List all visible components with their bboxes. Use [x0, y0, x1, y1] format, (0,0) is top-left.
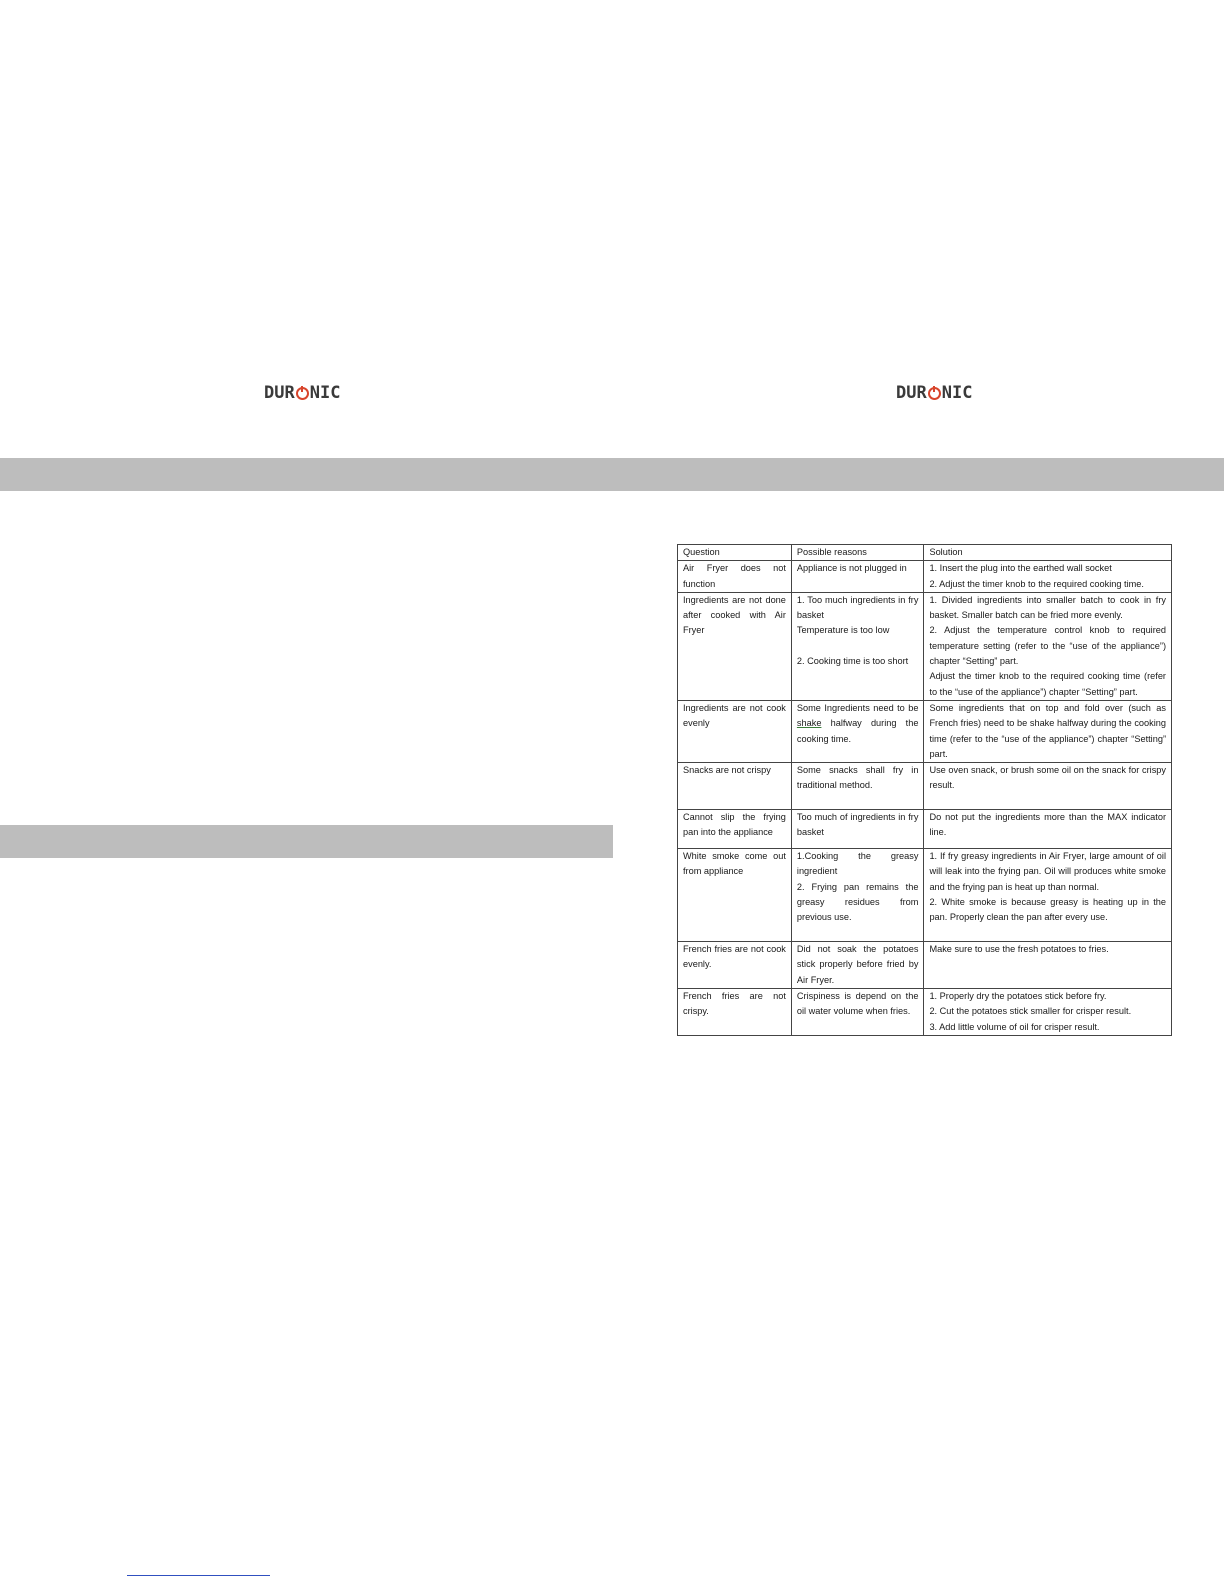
- solution-line: Adjust the timer knob to the required cooking time (refer to the “use of the appliance”) chapter “Setting” part.: [929, 671, 1166, 697]
- section-header-band-left: [0, 825, 613, 858]
- brand-logo-right: [896, 383, 972, 403]
- solution-line: 2. Adjust the temperature control knob to required temperature setting (refer to the “use of the appliance”) chapter “Setting” part.: [929, 625, 1166, 667]
- reasons-cell: [791, 700, 924, 762]
- reason-line: Did not soak the potatoes stick properly before fried by Air Fryer.: [796, 944, 919, 985]
- question-cell: Ingredients are not done after cooked with Air Fryer: [678, 592, 792, 700]
- solution-line: 1. If fry greasy ingredients in Air Fryer, large amount of oil will leak into the frying pan. Oil will produces white smoke and the frying pan is heat up than normal.: [929, 851, 1166, 892]
- solution-cell: [924, 700, 1172, 762]
- brand-logo-text-start: DUR: [896, 383, 927, 403]
- solution-cell: [924, 763, 1172, 810]
- reasons-cell: [791, 763, 924, 810]
- solution-line: Make sure to use the fresh potatoes to fries.: [929, 944, 1109, 955]
- power-icon: [928, 387, 941, 400]
- solution-line: 2. Cut the potatoes stick smaller for crisper result.: [929, 1006, 1132, 1017]
- reason-line: Some snacks shall fry in traditional method.: [796, 765, 919, 791]
- solution-line: 2. Adjust the timer knob to the required cooking time.: [929, 578, 1144, 589]
- footer-link-underline: [127, 1575, 270, 1576]
- brand-logo-text-end: NIC: [309, 383, 341, 403]
- solution-cell: [924, 592, 1172, 700]
- reasons-cell: [791, 561, 924, 593]
- brand-logo-text-start: DUR: [264, 383, 295, 403]
- reason-line: Too much of ingredients in fry basket: [796, 812, 919, 838]
- table-row: [678, 810, 1172, 849]
- brand-logo-text-end: NIC: [941, 383, 973, 403]
- solution-line: Do not put the ingredients more than the MAX indicator line.: [929, 812, 1166, 838]
- reasons-cell: [791, 849, 924, 942]
- solution-line: 2. White smoke is because greasy is heating up in the pan. Properly clean the pan after every use.: [929, 897, 1166, 923]
- question-cell: Air Fryer does not function: [678, 561, 792, 593]
- table-row: [678, 561, 1172, 593]
- solution-line: 1. Insert the plug into the earthed wall socket: [929, 563, 1112, 574]
- reason-line: 1. Too much ingredients in fry basket: [796, 594, 919, 621]
- table-row: [678, 989, 1172, 1036]
- reasons-cell: [791, 592, 924, 700]
- solution-cell: [924, 942, 1172, 989]
- header-question: Question: [678, 545, 792, 561]
- solution-line: 1. Properly dry the potatoes stick before fry.: [929, 991, 1107, 1002]
- table-row: [678, 849, 1172, 942]
- solution-cell: [924, 989, 1172, 1036]
- table-row: [678, 763, 1172, 810]
- reason-line: Crispiness is depend on the oil water volume when fries.: [796, 991, 919, 1017]
- question-cell: Ingredients are not cook evenly: [678, 700, 792, 762]
- solution-line: 1. Divided ingredients into smaller batch to cook in fry basket. Smaller batch can be fried more evenly.: [929, 594, 1166, 621]
- reason-underlined-word: shake: [796, 718, 822, 729]
- reason-line: 2. Frying pan remains the greasy residues from previous use.: [796, 881, 919, 923]
- table-row: [678, 592, 1172, 700]
- brand-logo-left: [264, 383, 340, 403]
- reason-line: Appliance is not plugged in: [796, 563, 907, 574]
- solution-line: Some ingredients that on top and fold over (such as French fries) need to be shake halfway during the cooking time (refer to the “use of the appliance”) chapter “Setting” part.: [929, 702, 1166, 759]
- table-header-row: [678, 545, 1172, 561]
- question-cell: French fries are not cook evenly.: [678, 942, 792, 989]
- solution-cell: [924, 810, 1172, 849]
- reason-text: halfway during the cooking time.: [796, 718, 919, 744]
- question-cell: Snacks are not crispy: [678, 763, 792, 810]
- reason-text: Some Ingredients need to be: [796, 702, 919, 713]
- solution-cell: [924, 849, 1172, 942]
- question-cell: Cannot slip the frying pan into the appliance: [678, 810, 792, 849]
- table-row: [678, 700, 1172, 762]
- solution-line: Use oven snack, or brush some oil on the snack for crispy result.: [929, 765, 1166, 791]
- table-row: [678, 942, 1172, 989]
- reasons-cell: [791, 942, 924, 989]
- section-header-band: [0, 458, 1224, 491]
- solution-cell: [924, 561, 1172, 593]
- reason-line: Temperature is too low: [796, 625, 890, 636]
- solution-line: 3. Add little volume of oil for crisper result.: [929, 1021, 1100, 1032]
- reasons-cell: [791, 989, 924, 1036]
- reason-line: [797, 639, 919, 654]
- header-possible-reasons: Possible reasons: [791, 545, 924, 561]
- troubleshooting-table: [677, 544, 1172, 1036]
- question-cell: White smoke come out from appliance: [678, 849, 792, 942]
- power-icon: [296, 387, 309, 400]
- reason-line: 2. Cooking time is too short: [796, 656, 909, 667]
- question-cell: French fries are not crispy.: [678, 989, 792, 1036]
- header-solution: Solution: [924, 545, 1172, 561]
- reason-line: 1.Cooking the greasy ingredient: [796, 851, 919, 877]
- reasons-cell: [791, 810, 924, 849]
